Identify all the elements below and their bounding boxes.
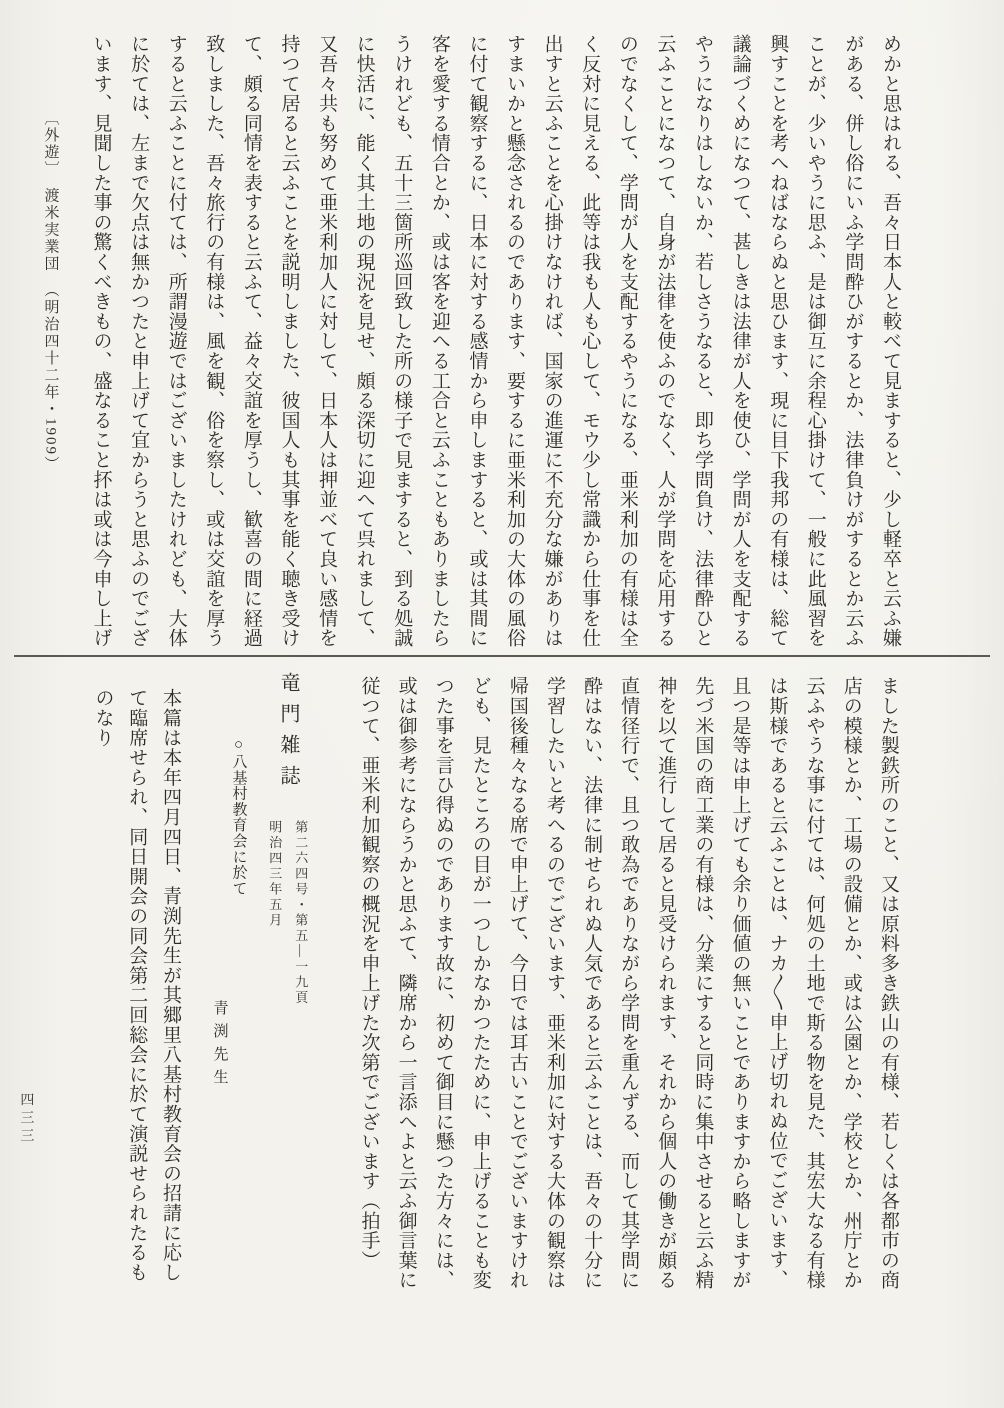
- text-column: 持つて居ると云ふことを説明しました、彼国人も其事を能く聴き受け: [278, 34, 300, 648]
- section-header: 〔外遊〕 渡米実業団 （明治四十二年・1909）: [42, 110, 59, 473]
- lower-text-block: [358, 676, 898, 1296]
- text-column: 云ふやうな事に付ては、何処の土地で斯る物を見た、其宏大なる有様: [803, 676, 825, 1290]
- text-column: やうになりはしないか、若しさうなると、即ち学問負け、法律酔ひと: [692, 34, 714, 648]
- note-column: て臨席せられ、同日開会の同会第二回総会に於て演説せられたるも: [126, 688, 148, 1282]
- text-column: のでなくして、学問が人を支配するやうになる、亜米利加の有様は全: [616, 34, 638, 648]
- section-divider: [14, 655, 990, 657]
- text-column: います、見聞した事の驚くべきもの、盛なること抔は或は今申し上げ: [90, 34, 112, 648]
- editor-note-block: [92, 688, 180, 1298]
- page-number: 四三三: [18, 1092, 34, 1146]
- note-column: のなり: [92, 688, 114, 748]
- text-column: 酔はない、法律に制せられぬ人気であると云ふことは、吾々の十分に: [581, 676, 603, 1290]
- text-column: 議論づくめになつて、甚しきは法律が人を使ひ、学問が人を支配する: [729, 34, 751, 648]
- text-column: 出すと云ふことを心掛けなければ、国家の進運に不充分な嫌がありは: [541, 34, 563, 648]
- speech-heading: ○八基村教育会に於て: [230, 737, 247, 896]
- text-column: めかと思はれる、吾々日本人と較べて見ますると、少し軽卒と云ふ嫌: [879, 34, 901, 648]
- text-column: がある、併し俗にいふ学問酔ひがするとか、法律負けがするとか云ふ: [842, 34, 864, 648]
- text-column: 云ふことになつて、自身が法律を使ふのでなく、人が学問を応用する: [654, 34, 676, 648]
- citation-issue-pages: 第二六四号・第五―一九頁: [293, 820, 309, 1006]
- text-column: 且つ是等は申上げても余り価値の無いことでありますから略しますが: [729, 676, 751, 1290]
- text-column: うけれども、五十三箇所巡回致した所の様子で見ますると、到る処誠: [391, 34, 413, 648]
- text-column: く反対に見える、此等は我も人も心して、モウ少し常識から仕事を仕: [579, 34, 601, 648]
- text-column: に於ては、左まで欠点は無かつたと申上げて宜からうと思ふのでござ: [128, 34, 150, 648]
- text-column: 先づ米国の商工業の有様は、分業にすると同時に集中させると云ふ精: [692, 676, 714, 1290]
- text-column: に付て観察するに、日本に対する感情から申しますると、或は其間に: [466, 34, 488, 648]
- text-column: ました製鉄所のこと、又は原料多き鉄山の有様、若しくは各都市の商: [877, 676, 899, 1290]
- text-column: 直情径行で、且つ敢為でありながら学問を重んずる、而して其学問に: [618, 676, 640, 1290]
- text-column: 致しました、吾々旅行の有様は、風を観、俗を察し、或は交誼を厚う: [203, 34, 225, 648]
- text-column: 客を愛する情合とか、或は客を迎へる工合と云ふこともありましたら: [428, 34, 450, 648]
- citation-journal-title: 竜門雑誌: [277, 672, 299, 796]
- text-column: て、頗る同情を表すると云ふて、益々交誼を厚うし、歓喜の間に経過: [240, 34, 262, 648]
- text-column: ことが、少いやうに思ふ、是は御互に余程心掛けて、一般に此風習を: [804, 34, 826, 648]
- text-column: ども、見たところの目が一つしかなかつたために、申上げることも変: [469, 676, 491, 1290]
- text-column: 店の模様とか、工場の設備とか、或は公園とか、学校とか、州庁とか: [840, 676, 862, 1290]
- text-column: は斯様であると云ふことは、ナカ〱申上げ切れぬ位でございます、: [766, 676, 788, 1289]
- text-column: 従つて、亜米利加観察の概況を申上げた次第でございます（拍手）: [358, 676, 380, 1270]
- text-column: 神を以て進行して居ると見受けられます、それから個人の働きが頗る: [655, 676, 677, 1290]
- text-column: に快活に、能く其土地の現況を見せ、頗る深切に迎へて呉れまして、: [353, 34, 375, 648]
- text-column: 又吾々共も努めて亜米利加人に対して、日本人は押並べて良い感情を: [316, 34, 338, 648]
- text-column: すると云ふことに付ては、所謂漫遊ではございましたけれども、大体: [165, 34, 187, 648]
- text-column: 興すことを考へねばならぬと思ひます、現に目下我邦の有様は、総て: [767, 34, 789, 648]
- text-column: 帰国後種々なる席で申上げて、今日では耳古いことでございますけれ: [506, 676, 528, 1290]
- citation-date: 明治四三年五月: [267, 820, 283, 929]
- note-column: 本篇は本年四月四日、青渕先生が其郷里八基村教育会の招請に応し: [159, 688, 181, 1282]
- text-column: 或は御参考にならうかと思ふて、隣席から一言添へよと云ふ御言葉に: [395, 676, 417, 1290]
- text-column: すまいかと懸念されるのであります、要するに亜米利加の大体の風俗: [504, 34, 526, 648]
- speaker-name: 青渕先生: [211, 1000, 228, 1092]
- text-column: つた事を言ひ得ぬのであります故に、初めて御目に懸つた方々には、: [432, 676, 454, 1290]
- text-column: 学習したいと考へるのでございます、亜米利加に対する大体の観察は: [543, 676, 565, 1290]
- upper-text-block: [90, 34, 900, 654]
